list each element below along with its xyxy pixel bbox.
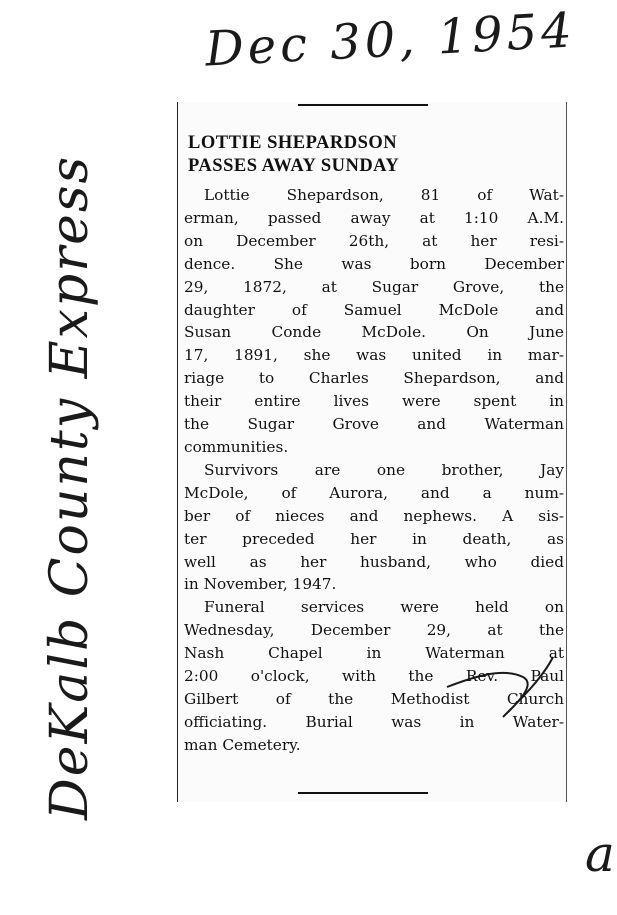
handwritten-date: Dec 30, 1954 — [203, 2, 577, 78]
handwritten-corner-mark: a — [585, 825, 615, 883]
headline-line: LOTTIE SHEPARDSON — [188, 133, 398, 153]
bottom-rule — [298, 792, 428, 794]
text-line: Susan Conde McDole. On June — [184, 323, 564, 342]
text-line: Funeral services were held on — [204, 598, 564, 617]
headline-line: PASSES AWAY SUNDAY — [188, 156, 400, 176]
text-line: the Sugar Grove and Waterman — [184, 415, 564, 434]
text-line: in November, 1947. — [184, 575, 337, 594]
handwritten-source-note: DeKalb County Express — [40, 154, 100, 820]
text-line: erman, passed away at 1:10 A.M. — [184, 208, 564, 227]
text-line: communities. — [184, 437, 289, 456]
pen-checkmark-icon — [443, 647, 563, 727]
top-rule — [298, 104, 428, 106]
text-line: 17, 1891, she was united in mar- — [184, 346, 564, 365]
text-line: on December 26th, at her resi- — [184, 231, 564, 250]
text-line: dence. She was born December — [184, 254, 564, 273]
paragraph-2 — [184, 459, 564, 596]
headline — [188, 132, 558, 178]
text-line: Survivors are one brother, Jay — [204, 460, 564, 479]
text-line: riage to Charles Shepardson, and — [184, 369, 564, 388]
text-line: their entire lives were spent in — [184, 392, 564, 411]
text-line: Gilbert of the Methodist Church — [184, 689, 564, 708]
text-line: McDole, of Aurora, and a num- — [184, 483, 564, 502]
text-line: ber of nieces and nephews. A sis- — [184, 506, 564, 525]
text-line: 29, 1872, at Sugar Grove, the — [184, 277, 564, 296]
newspaper-clipping — [177, 102, 567, 802]
text-line: Lottie Shepardson, 81 of Wat- — [204, 186, 564, 204]
paragraph-1 — [184, 184, 564, 459]
text-line: well as her husband, who died — [184, 552, 564, 571]
text-line: ter preceded her in death, as — [184, 529, 564, 548]
text-line: officiating. Burial was in Water- — [184, 712, 564, 731]
text-line: Wednesday, December 29, at the — [184, 621, 564, 640]
text-line: man Cemetery. — [184, 735, 301, 754]
text-line: 2:00 o'clock, with the Rev. Paul — [184, 667, 564, 686]
text-line: daughter of Samuel McDole and — [184, 300, 564, 319]
text-line: Nash Chapel in Waterman at — [184, 644, 564, 663]
